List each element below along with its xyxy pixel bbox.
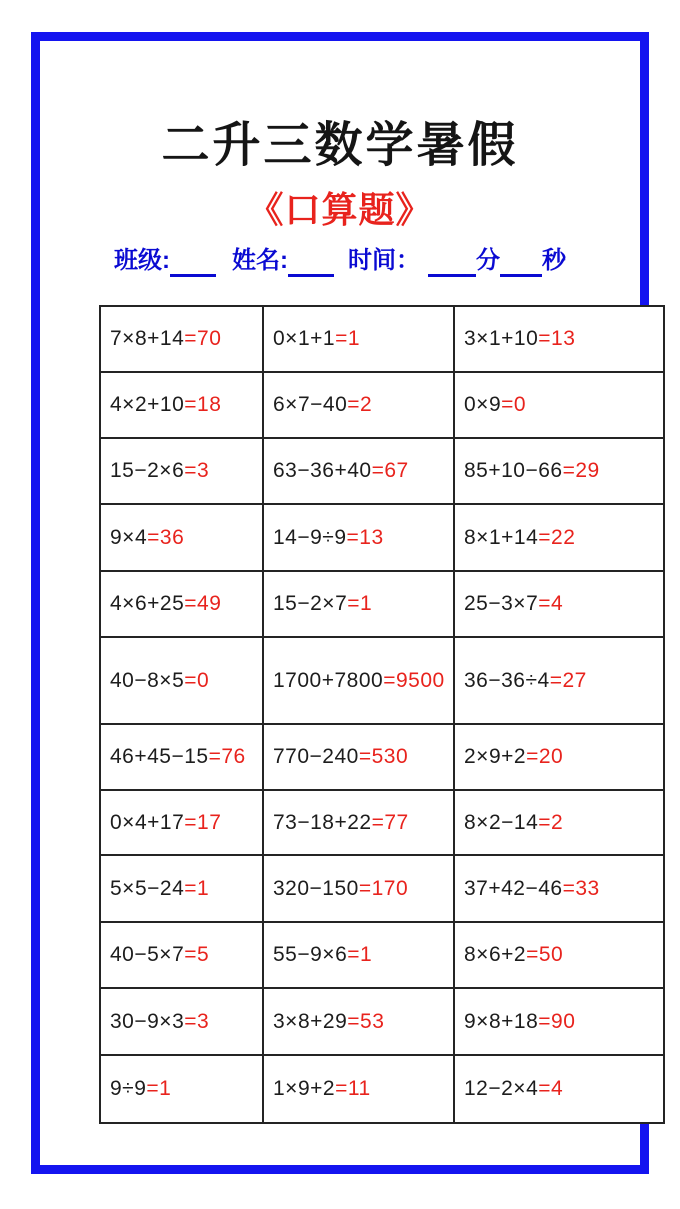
problem-expression: 4×6+25 — [110, 592, 185, 615]
problem-cell — [101, 505, 264, 572]
problem-cell — [455, 923, 665, 989]
name-label: 姓名: — [232, 247, 288, 274]
problem-cell — [264, 856, 455, 923]
problem-answer: =13 — [346, 525, 384, 549]
problem-expression: 9×8+18 — [464, 1009, 539, 1033]
problem-answer: =36 — [147, 525, 185, 549]
problem-expression: 8×2−14 — [464, 810, 539, 834]
problem-answer: =4 — [538, 1077, 564, 1100]
worksheet-subtitle: 《口算题》 — [247, 189, 433, 230]
problem-cell — [101, 791, 264, 856]
problem-expression: 3×8+29 — [273, 1009, 348, 1033]
problem-expression: 0×1+1 — [273, 327, 336, 350]
problem-answer: =1 — [347, 592, 373, 615]
second-label: 秒 — [542, 247, 566, 274]
problem-answer: =77 — [371, 810, 409, 834]
problem-expression: 0×4+17 — [110, 810, 185, 834]
problem-cell — [455, 505, 665, 572]
problem-cell — [455, 989, 665, 1056]
problem-cell — [264, 989, 455, 1056]
problem-answer: =90 — [538, 1009, 576, 1033]
problem-expression: 8×1+14 — [464, 525, 539, 549]
problem-cell — [264, 572, 455, 638]
problem-answer: =53 — [347, 1009, 385, 1033]
problem-answer: =1 — [184, 876, 210, 900]
problem-expression: 2×9+2 — [464, 745, 527, 768]
problem-answer: =20 — [526, 745, 564, 768]
problem-cell — [101, 638, 264, 725]
problem-expression: 7×8+14 — [110, 327, 185, 350]
problem-answer: =11 — [335, 1077, 371, 1100]
problem-expression: 55−9×6 — [273, 943, 348, 966]
problem-expression: 770−240 — [273, 745, 359, 768]
problem-expression: 6×7−40 — [273, 393, 348, 416]
problem-expression: 15−2×6 — [110, 459, 185, 482]
problem-expression: 12−2×4 — [464, 1077, 539, 1100]
problem-answer: =0 — [184, 668, 210, 692]
problem-answer: =0 — [501, 393, 527, 416]
problem-cell — [455, 638, 665, 725]
name-blank-line — [288, 253, 334, 277]
problem-expression: 40−5×7 — [110, 943, 185, 966]
minute-label: 分 — [476, 247, 500, 274]
problem-cell — [455, 307, 665, 373]
problem-cell — [101, 307, 264, 373]
time-label: 时间： — [348, 247, 420, 274]
problem-expression: 320−150 — [273, 876, 359, 900]
problem-cell — [264, 923, 455, 989]
problem-expression: 36−36÷4 — [464, 668, 550, 692]
problem-expression: 0×9 — [464, 393, 502, 416]
problem-answer: =18 — [184, 393, 222, 416]
problem-answer: =27 — [549, 668, 587, 692]
problem-answer: =22 — [538, 525, 576, 549]
problem-answer: =1 — [146, 1077, 172, 1100]
problem-answer: =13 — [538, 327, 576, 350]
problem-expression: 63−36+40 — [273, 459, 372, 482]
problem-cell — [264, 307, 455, 373]
problem-cell — [264, 791, 455, 856]
problem-expression: 4×2+10 — [110, 393, 185, 416]
problem-cell — [455, 791, 665, 856]
time-minutes-blank-line — [428, 253, 476, 277]
problem-expression: 40−8×5 — [110, 668, 185, 692]
problem-answer: =29 — [562, 459, 600, 482]
problem-cell — [455, 856, 665, 923]
problem-expression: 46+45−15 — [110, 745, 209, 768]
problem-expression: 8×6+2 — [464, 943, 527, 966]
problem-cell — [455, 572, 665, 638]
problem-answer: =4 — [538, 592, 564, 615]
problem-expression: 5×5−24 — [110, 876, 185, 900]
problem-cell — [264, 505, 455, 572]
problem-cell — [101, 373, 264, 439]
problem-cell — [455, 1056, 665, 1124]
problem-answer: =5 — [184, 943, 210, 966]
problem-answer: =2 — [347, 393, 373, 416]
student-info-line — [40, 245, 640, 277]
problem-answer: =76 — [208, 745, 246, 768]
problem-cell — [101, 856, 264, 923]
time-seconds-blank-line — [500, 253, 542, 277]
problem-expression: 73−18+22 — [273, 810, 372, 834]
problem-cell — [101, 1056, 264, 1124]
problem-expression: 3×1+10 — [464, 327, 539, 350]
problem-expression: 15−2×7 — [273, 592, 348, 615]
problem-expression: 37+42−46 — [464, 876, 563, 900]
problem-expression: 1700+7800 — [273, 668, 384, 692]
problem-answer: =1 — [347, 943, 373, 966]
problem-answer: =67 — [371, 459, 409, 482]
blue-border-frame — [31, 32, 649, 1174]
worksheet-title: 二升三数学暑假 — [161, 119, 519, 172]
problem-cell — [264, 725, 455, 791]
problem-answer: =17 — [184, 810, 222, 834]
problem-answer: =9500 — [383, 668, 445, 692]
problem-cell — [101, 923, 264, 989]
problem-expression: 9×4 — [110, 525, 148, 549]
problem-cell — [101, 572, 264, 638]
problems-table — [99, 305, 665, 1124]
problem-cell — [101, 439, 264, 505]
problem-answer: =530 — [358, 745, 409, 768]
problem-expression: 14−9÷9 — [273, 525, 347, 549]
problem-answer: =33 — [562, 876, 600, 900]
problem-answer: =3 — [184, 1009, 210, 1033]
problem-cell — [455, 373, 665, 439]
problem-answer: =1 — [335, 327, 361, 350]
problem-cell — [101, 989, 264, 1056]
problem-answer: =2 — [538, 810, 564, 834]
problem-answer: =70 — [184, 327, 222, 350]
problem-expression: 30−9×3 — [110, 1009, 185, 1033]
problem-cell — [455, 439, 665, 505]
problem-cell — [264, 373, 455, 439]
problem-cell — [101, 725, 264, 791]
class-blank-line — [170, 253, 216, 277]
problem-answer: =49 — [184, 592, 222, 615]
class-label: 班级: — [114, 247, 170, 274]
problem-answer: =170 — [358, 876, 409, 900]
problem-cell — [264, 638, 455, 725]
problem-expression: 85+10−66 — [464, 459, 563, 482]
problem-cell — [264, 439, 455, 505]
problem-answer: =3 — [184, 459, 210, 482]
problem-expression: 9÷9 — [110, 1077, 147, 1100]
problem-cell — [455, 725, 665, 791]
problem-expression: 1×9+2 — [273, 1077, 336, 1100]
problem-cell — [264, 1056, 455, 1124]
problem-expression: 25−3×7 — [464, 592, 539, 615]
problem-answer: =50 — [526, 943, 564, 966]
